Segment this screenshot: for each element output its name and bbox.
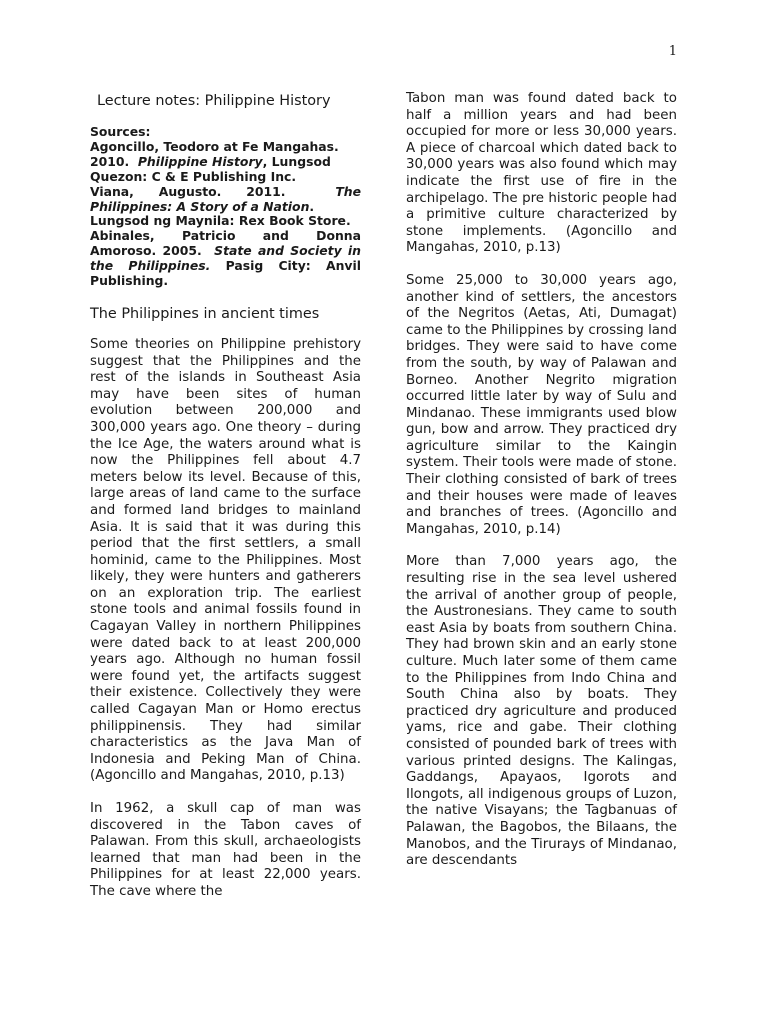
- body-paragraph: Tabon man was found dated back to half a million years and had been occupied for more or less 30,000 years. A piece of charcoal which dated back to 30,000 years was also found which may indicate the first use of fire in the archipelago. The pre historic people had a primitive culture characterized by stone implements. (Agoncillo and Mangahas, 2010, p.13): [406, 91, 677, 256]
- section-heading: The Philippines in ancient times: [90, 305, 320, 322]
- source-line: Agoncillo, Teodoro at Fe Mangahas.: [90, 138, 339, 154]
- source-line: Lungsod ng Maynila: Rex Book Store.: [90, 213, 351, 229]
- book-title: State and Society in: [214, 243, 361, 259]
- source-line: Abinales, Patricio and Donna: [90, 228, 361, 244]
- source-line: the Philippines. Pasig City: Anvil: [90, 258, 361, 274]
- body-paragraph: Some theories on Philippine prehistory suggest that the Philippines and the rest of the islands in Southeast Asia may have been sites of human evolution between 200,000 and 300,000 years ago. One theory – during the Ice Age, the waters around what is now the Philippines fell about 4.7 meters below its level. Because of this, large areas of land came to the surface and formed land bridges to mainland Asia. It is said that it was during this period that the first settlers, a small hominid, came to the Philippines. Most likely, they were hunters and gatherers on an exploration trip. The earliest stone tools and animal fossils found in Cagayan Valley in northern Philippines were dated back to at least 200,000 years ago. Although no human fossil were found yet, the artifacts suggest their existence. Collectively they were called Cagayan Man or Homo erectus philippinensis. They had similar characteristics as the Java Man of Indonesia and Peking Man of China. (Agoncillo and Mangahas, 2010, p.13): [90, 336, 361, 784]
- left-column: [90, 91, 361, 917]
- source-line: Philippines: A Story of a Nation.: [90, 198, 315, 214]
- book-title: Philippines: A Story of a Nation: [90, 198, 310, 214]
- book-title: Philippine History: [137, 153, 263, 169]
- source-line: Amoroso. 2005. State and Society in: [90, 243, 361, 259]
- document-title: Lecture notes: Philippine History: [97, 93, 331, 109]
- page-number: 1: [668, 44, 677, 59]
- book-title: the Philippines.: [90, 258, 211, 274]
- source-line: Publishing.: [90, 273, 169, 289]
- source-line: Viana, Augusto. 2011. The: [90, 183, 361, 199]
- source-line: 2010. Philippine History, Lungsod: [90, 153, 331, 169]
- book-title: The: [335, 183, 361, 199]
- source-line: Quezon: C & E Publishing Inc.: [90, 168, 297, 184]
- right-column: [406, 91, 677, 886]
- body-paragraph: Some 25,000 to 30,000 years ago, another kind of settlers, the ancestors of the Negritos (Aetas, Ati, Dumagat) came to the Philippines by crossing land bridges. They were said to have come from the south, by way of Palawan and Borneo. Another Negrito migration occurred little later by way of Sulu and Mindanao. These immigrants used blow gun, bow and arrow. They practiced dry agriculture similar to the Kaingin system. Their tools were made of stone. Their clothing consisted of bark of trees and their houses were made of leaves and branches of trees. (Agoncillo and Mangahas, 2010, p.14): [406, 272, 677, 537]
- sources-label: Sources:: [90, 124, 151, 139]
- body-paragraph: More than 7,000 years ago, the resulting rise in the sea level ushered the arrival of another group of people, the Austronesians. They came to south east Asia by boats from southern China. They had brown skin and an early stone culture. Much later some of them came to the Philippines from Indo China and South China also by boats. They practiced dry agriculture and produced yams, rice and gabe. Their clothing consisted of pounded bark of trees with various printed designs. The Kalingas, Gaddangs, Apayaos, Igorots and Ilongots, all indigenous groups of Luzon, the native Visayans; the Tagbanuas of Palawan, the Bagobos, the Bilaans, the Manobos, and the Tirurays of Mindanao, are descendants: [406, 554, 677, 869]
- body-paragraph: In 1962, a skull cap of man was discovered in the Tabon caves of Palawan. From this skull, archaeologists learned that man had been in the Philippines for at least 22,000 years. The cave where the: [90, 801, 361, 899]
- sources-block: [90, 125, 361, 289]
